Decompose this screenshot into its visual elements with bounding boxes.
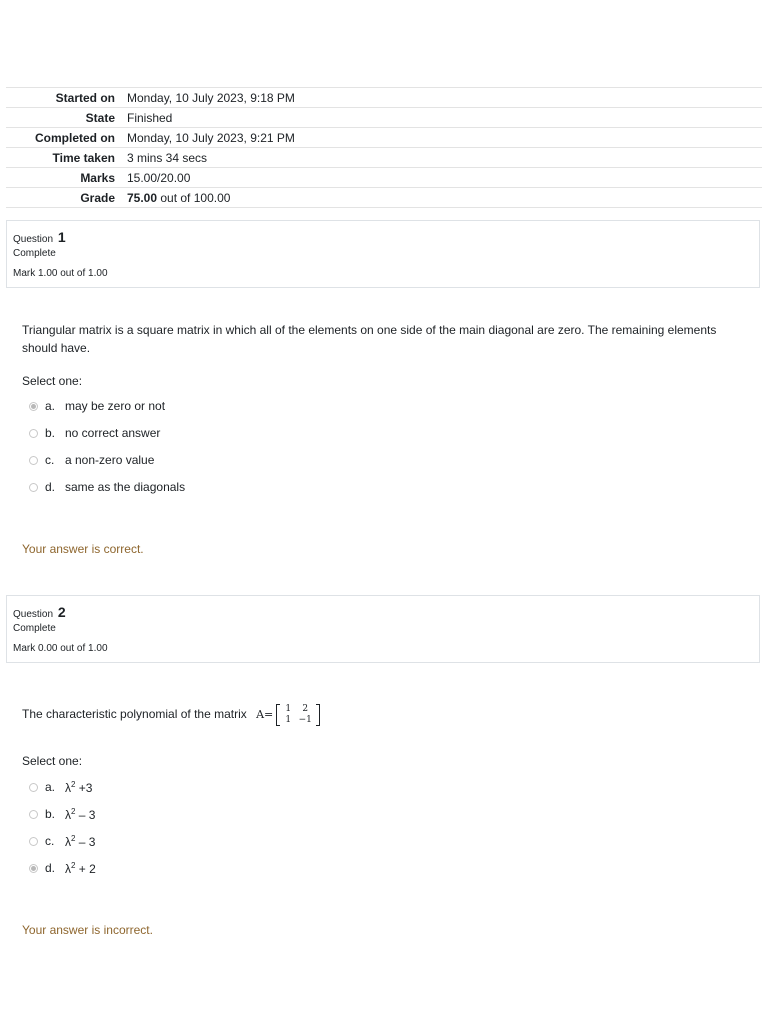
q2-option-b[interactable] xyxy=(29,807,95,821)
radio-button[interactable] xyxy=(29,864,38,873)
matrix-cell: 2 xyxy=(302,704,309,714)
q1-option-a[interactable] xyxy=(29,399,165,413)
summary-value xyxy=(127,188,762,208)
matrix-cell: 1 xyxy=(285,715,292,725)
question-grade: Mark 1.00 out of 1.00 xyxy=(13,268,108,279)
option-letter: d. xyxy=(45,861,56,875)
q1-option-b[interactable] xyxy=(29,426,160,440)
q1-option-d[interactable] xyxy=(29,480,185,494)
question-state: Complete xyxy=(13,248,56,259)
summary-row-time-taken xyxy=(6,148,762,168)
question-number xyxy=(13,604,66,620)
option-text: no correct answer xyxy=(65,426,161,440)
summary-label: Completed on xyxy=(6,128,127,148)
summary-row-state xyxy=(6,108,762,128)
exponent: 2 xyxy=(71,779,76,789)
q2-option-d[interactable] xyxy=(29,861,96,875)
option-letter: a. xyxy=(45,399,56,413)
question-2-prompt: The characteristic polynomial of the matrix xyxy=(22,707,247,722)
matrix-bracket-left xyxy=(276,704,280,726)
summary-label: State xyxy=(6,108,127,128)
exponent: 2 xyxy=(71,860,76,870)
question-2-info xyxy=(6,595,760,663)
q1-option-c[interactable] xyxy=(29,453,154,467)
question-number-value: 2 xyxy=(57,604,66,620)
lambda: λ xyxy=(65,861,71,876)
summary-label: Marks xyxy=(6,168,127,188)
question-1-text: Triangular matrix is a square matrix in which all of the elements on one side of the main diagonal are zero. The remaining elements should have. xyxy=(22,323,717,355)
matrix-a xyxy=(256,704,320,726)
lambda: λ xyxy=(65,780,71,795)
summary-row-marks xyxy=(6,168,762,188)
lambda: λ xyxy=(65,834,71,849)
question-1-info xyxy=(6,220,760,288)
option-text xyxy=(65,807,95,822)
option-letter: c. xyxy=(45,453,55,467)
q2-option-a[interactable] xyxy=(29,780,92,794)
grade-out-of: out of 100.00 xyxy=(157,190,231,205)
option-text xyxy=(65,780,92,795)
question-number xyxy=(13,229,66,245)
option-letter: b. xyxy=(45,426,56,440)
option-text: a non-zero value xyxy=(65,453,155,467)
attempt-summary-table xyxy=(6,87,762,208)
option-letter: a. xyxy=(45,780,56,794)
option-rest: – 3 xyxy=(75,807,96,822)
summary-row-grade xyxy=(6,188,762,208)
summary-label: Started on xyxy=(6,88,127,108)
option-text xyxy=(65,834,95,849)
matrix-cells xyxy=(281,704,315,726)
select-one-label: Select one: xyxy=(22,754,83,768)
q2-option-c[interactable] xyxy=(29,834,95,848)
question-state: Complete xyxy=(13,623,56,634)
radio-button[interactable] xyxy=(29,456,38,465)
question-label: Question xyxy=(13,609,54,620)
summary-label: Time taken xyxy=(6,148,127,168)
summary-label: Grade xyxy=(6,188,127,208)
question-1-feedback: Your answer is correct. xyxy=(22,542,144,556)
select-one-label: Select one: xyxy=(22,374,83,388)
option-rest: +3 xyxy=(75,780,93,795)
exponent: 2 xyxy=(71,833,76,843)
lambda: λ xyxy=(65,807,71,822)
radio-button[interactable] xyxy=(29,483,38,492)
summary-value: 15.00/20.00 xyxy=(127,168,762,188)
option-text: same as the diagonals xyxy=(65,480,186,494)
summary-value: Finished xyxy=(127,108,762,128)
option-text: may be zero or not xyxy=(65,399,166,413)
question-number-value: 1 xyxy=(57,229,66,245)
radio-button[interactable] xyxy=(29,810,38,819)
option-text xyxy=(65,861,96,876)
summary-value: Monday, 10 July 2023, 9:18 PM xyxy=(127,88,762,108)
matrix-label: A= xyxy=(256,708,274,721)
radio-button[interactable] xyxy=(29,837,38,846)
radio-button[interactable] xyxy=(29,783,38,792)
matrix-cell: −1 xyxy=(298,715,312,725)
question-2-feedback: Your answer is incorrect. xyxy=(22,923,153,937)
grade-score: 75.00 xyxy=(127,190,158,205)
matrix-cell: 1 xyxy=(285,704,292,714)
summary-value: 3 mins 34 secs xyxy=(127,148,762,168)
exponent: 2 xyxy=(71,806,76,816)
option-letter: c. xyxy=(45,834,55,848)
option-rest: – 3 xyxy=(75,834,96,849)
option-letter: b. xyxy=(45,807,56,821)
summary-value: Monday, 10 July 2023, 9:21 PM xyxy=(127,128,762,148)
question-grade: Mark 0.00 out of 1.00 xyxy=(13,643,108,654)
question-2-text xyxy=(22,704,732,726)
summary-row-started-on xyxy=(6,88,762,108)
summary-row-completed-on xyxy=(6,128,762,148)
option-rest: + 2 xyxy=(75,861,96,876)
option-letter: d. xyxy=(45,480,56,494)
radio-button[interactable] xyxy=(29,429,38,438)
matrix-bracket-right xyxy=(316,704,320,726)
question-label: Question xyxy=(13,234,54,245)
radio-button[interactable] xyxy=(29,402,38,411)
